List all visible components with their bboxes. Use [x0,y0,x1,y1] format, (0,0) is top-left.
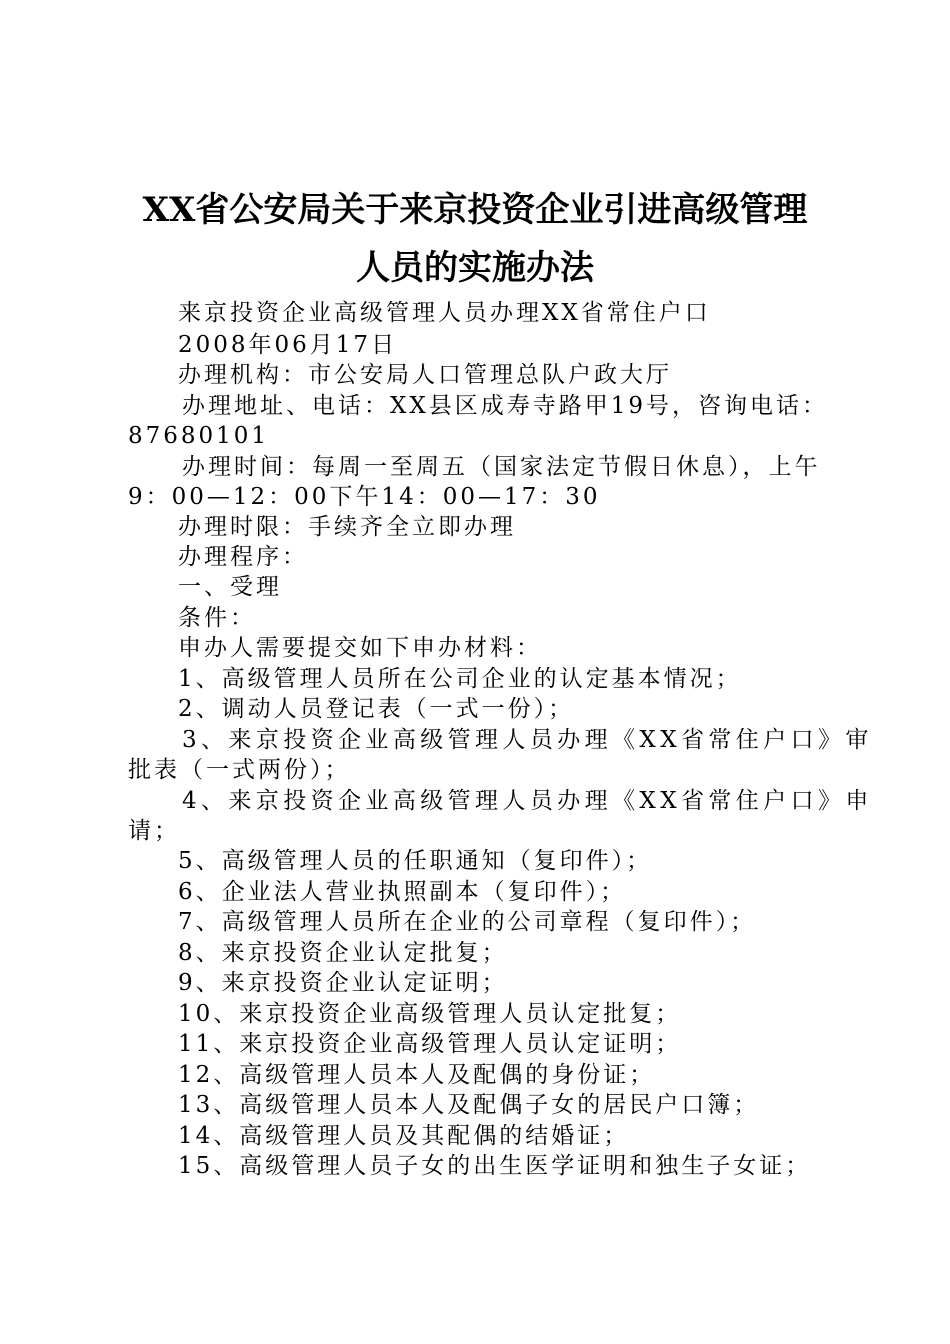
conditions-heading: 条件： [178,605,256,631]
hours-line-2: 9：00—12：00下午14：00—17：30 [128,484,601,510]
step-1-heading: 一、受理 [178,574,282,600]
procedure-heading: 办理程序： [178,544,308,570]
list-item-continuation: 请； [128,818,180,844]
list-item: 8、来京投资企业认定批复； [178,940,508,966]
list-item: 11、来京投资企业高级管理人员认定证明； [178,1031,682,1057]
agency-line: 办理机构：市公安局人口管理总队户政大厅 [178,362,672,388]
list-item: 10、来京投资企业高级管理人员认定批复； [178,1001,682,1027]
list-item: 6、企业法人营业执照副本（复印件）； [178,879,627,905]
document-date: 2008年06月17日 [178,332,398,358]
list-item: 5、高级管理人员的任职通知（复印件）； [178,848,653,874]
list-item: 15、高级管理人员子女的出生医学证明和独生子女证； [178,1153,812,1179]
document-subtitle: 来京投资企业高级管理人员办理XX省常住户口 [178,300,711,326]
list-item: 9、来京投资企业认定证明； [178,970,508,996]
list-item: 4、来京投资企业高级管理人员办理《XX省常住户口》申 [182,788,873,814]
list-item: 13、高级管理人员本人及配偶子女的居民户口簿； [178,1092,760,1118]
list-item: 7、高级管理人员所在企业的公司章程（复印件）； [178,909,757,935]
address-line-1: 办理地址、电话：XX县区成寿寺路甲19号，咨询电话： [182,393,829,419]
list-item: 1、高级管理人员所在公司企业的认定基本情况； [178,666,742,692]
document-title-line-1: XX省公安局关于来京投资企业引进高级管理 [142,190,808,230]
list-item: 3、来京投资企业高级管理人员办理《XX省常住户口》审 [182,727,873,753]
list-item-continuation: 批表（一式两份）； [128,757,351,783]
time-limit-line: 办理时限：手续齐全立即办理 [178,514,516,540]
list-item: 12、高级管理人员本人及配偶的身份证； [178,1062,656,1088]
document-title-line-2: 人员的实施办法 [356,248,594,288]
materials-intro: 申办人需要提交如下申办材料： [178,635,542,661]
address-line-2: 87680101 [128,423,270,449]
hours-line-1: 办理时间：每周一至周五（国家法定节假日休息），上午 [182,454,821,480]
list-item: 2、调动人员登记表（一式一份）； [178,696,575,722]
list-item: 14、高级管理人员及其配偶的结婚证； [178,1123,630,1149]
